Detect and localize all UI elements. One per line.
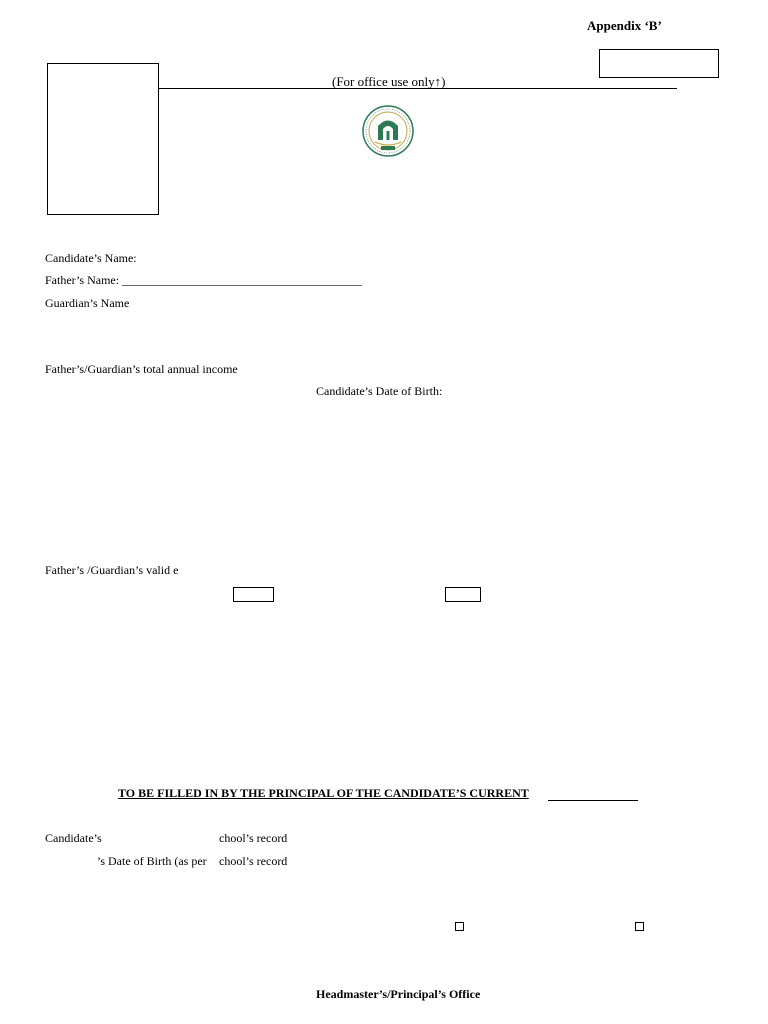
dob-as-per-label: ’s Date of Birth (as per: [97, 854, 207, 868]
school-record-label-1: chool’s record: [219, 831, 288, 845]
principal-office-label: Headmaster’s/Principal’s Office: [316, 987, 481, 1001]
office-use-label: (For office use only↑): [332, 74, 446, 89]
candidate-label: Candidate’s: [45, 831, 102, 845]
principal-section-heading: TO BE FILLED IN BY THE PRINCIPAL OF THE CANDIDATE’S CURRENT: [118, 786, 529, 800]
guardian-name-label: Guardian’s Name: [45, 296, 130, 310]
annual-income-label: Father’s/Guardian’s total annual income: [45, 362, 238, 376]
input-box-1[interactable]: [233, 587, 274, 602]
appendix-label: Appendix ‘B’: [587, 18, 662, 33]
heading-underline-extension: [548, 800, 638, 801]
checkbox-2[interactable]: [635, 922, 644, 931]
candidate-name-label: Candidate’s Name:: [45, 251, 137, 265]
photo-box[interactable]: [47, 63, 159, 215]
checkbox-1[interactable]: [455, 922, 464, 931]
office-use-box[interactable]: [599, 49, 719, 78]
valid-label: Father’s /Guardian’s valid e: [45, 563, 179, 577]
input-box-2[interactable]: [445, 587, 481, 602]
date-of-birth-label: Candidate’s Date of Birth:: [316, 384, 443, 398]
father-name-label: Father’s Name: ________________________________________: [45, 273, 363, 287]
crest-logo-icon: [361, 104, 415, 158]
school-record-label-2: chool’s record: [219, 854, 288, 868]
